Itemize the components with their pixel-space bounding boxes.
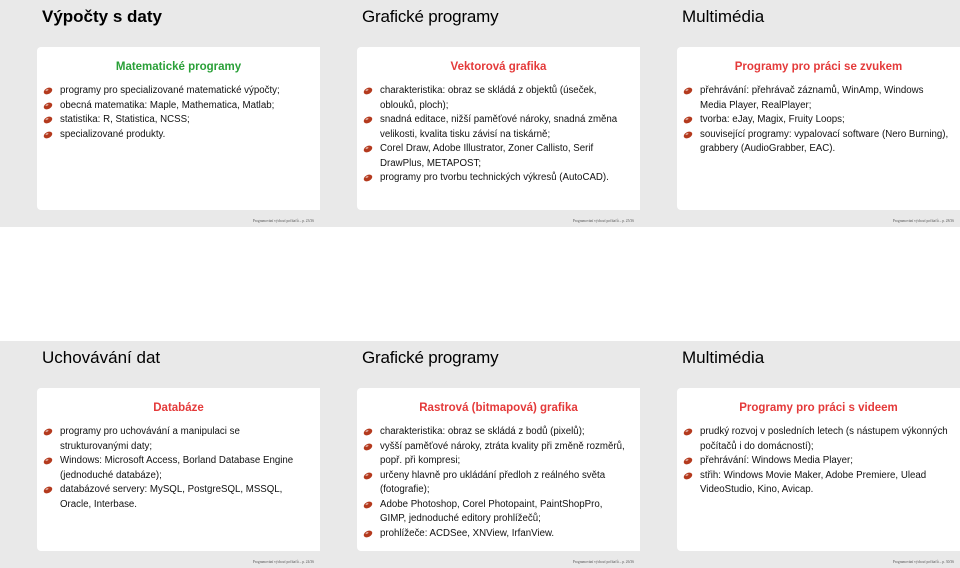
bullet-icon: [43, 428, 53, 436]
slide-panel: [677, 388, 960, 551]
slide-panel: [37, 388, 320, 551]
bullet-item: [42, 113, 310, 128]
bullet-item: [362, 142, 630, 171]
slide-footer: Programování výchozí počítačů – p. 24/36: [252, 560, 314, 564]
panel-heading: Programy pro práci s videem: [739, 402, 898, 414]
bullet-item: [42, 483, 310, 512]
slide-panel: [677, 47, 960, 210]
bullet-list: [682, 425, 950, 498]
slide-title: Grafické programy: [362, 348, 499, 367]
bullet-text: charakteristika: obraz se skládá z objektů (úseček, oblouků, ploch);: [380, 85, 597, 111]
slide-panel: [37, 47, 320, 210]
bullet-text: snadná editace, nižší paměťové nároky, snadná změna velikosti, kvalita tisku závisí na tiskárně;: [380, 114, 618, 140]
bullet-item: [682, 128, 950, 157]
panel-heading: Matematické programy: [115, 61, 242, 73]
bullet-text: určeny hlavně pro ukládání předloh z reálného světa (fotografie);: [380, 469, 606, 495]
bullet-text: přehrávání: Windows Media Player;: [700, 455, 853, 466]
slide-footer: Programování výchozí počítačů – p. 30/36: [892, 560, 954, 564]
bullet-text: statistika: R, Statistica, NCSS;: [60, 114, 190, 125]
slide-title: Výpočty s daty: [42, 7, 162, 26]
bullet-text: prohlížeče: ACDSee, XNView, IrfanView.: [380, 527, 555, 539]
bullet-icon: [363, 501, 373, 509]
bullet-text: přehrávání: přehrávač záznamů, WinAmp, Windows Media Player, RealPlayer;: [700, 85, 924, 111]
slide-footer: Programování výchozí počítačů – p. 28/36: [892, 219, 954, 223]
bullet-text: specializované produkty.: [60, 128, 166, 140]
bullet-icon: [363, 472, 373, 480]
bullet-icon: [683, 116, 693, 124]
bullet-icon: [363, 428, 373, 436]
bullet-icon: [363, 145, 373, 153]
bullet-item: [42, 84, 310, 99]
bullet-text: vyšší paměťové nároky, ztráta kvality při změně rozměrů, popř. při kompresi;: [380, 440, 625, 466]
bullet-text: obecná matematika: Maple, Mathematica, Matlab;: [60, 99, 275, 111]
bullet-icon: [43, 116, 53, 124]
bullet-icon: [43, 102, 53, 110]
bullet-text: související programy: vypalovací software (Nero Burning), grabbery (AudioGrabber, EAC).: [700, 128, 949, 154]
bullet-list: [362, 84, 630, 186]
bullet-icon: [363, 530, 373, 538]
slide-title: Multimédia: [682, 348, 765, 367]
bullet-icon: [363, 443, 373, 451]
bullet-icon: [43, 87, 53, 95]
bullet-text: charakteristika: obraz se skládá z bodů (pixelů);: [380, 426, 585, 437]
slide-footer: Programování výchozí počítačů – p. 26/36: [572, 560, 634, 564]
bullet-icon: [683, 457, 693, 465]
bullet-item: [682, 454, 950, 469]
bullet-icon: [43, 486, 53, 494]
bullet-text: programy pro tvorbu technických výkresů (AutoCAD).: [380, 172, 609, 183]
bullet-text: prudký rozvoj v posledních letech (s nástupem výkonných počítačů i do domácností);: [700, 426, 948, 452]
slide-title: Multimédia: [682, 7, 765, 26]
bullet-item: [362, 469, 630, 498]
bullet-icon: [363, 174, 373, 182]
panel-heading: Vektorová grafika: [450, 61, 547, 73]
bullet-item: [682, 84, 950, 113]
panel-heading: Rastrová (bitmapová) grafika: [419, 402, 578, 414]
bullet-item: [362, 171, 630, 186]
bullet-item: [682, 469, 950, 498]
bullet-icon: [43, 457, 53, 465]
bullet-icon: [363, 87, 373, 95]
bullet-list: [682, 84, 950, 157]
bullet-icon: [683, 87, 693, 95]
bullet-icon: [683, 428, 693, 436]
bullet-list: [42, 84, 310, 142]
bullet-icon: [43, 131, 53, 139]
slide-rastrova-grafika: [320, 341, 640, 568]
bullet-item: [362, 425, 630, 440]
slide-vypocty-s-daty: [0, 0, 320, 227]
panel-heading: Programy pro práci se zvukem: [734, 61, 903, 73]
bullet-text: Windows: Microsoft Access, Borland Database Engine (jednoduché databáze);: [60, 455, 294, 481]
slide-footer: Programování výchozí počítačů – p. 23/36: [252, 219, 314, 223]
slide-title: Uchovávání dat: [42, 348, 161, 367]
bullet-icon: [683, 472, 693, 480]
slide-vektorova-grafika: [320, 0, 640, 227]
panel-heading: Databáze: [153, 402, 204, 414]
bullet-item: [362, 113, 630, 142]
bullet-icon: [363, 116, 373, 124]
bullet-icon: [683, 131, 693, 139]
bullet-item: [42, 425, 310, 454]
bullet-list: [42, 425, 310, 512]
bullet-item: [362, 440, 630, 469]
bullet-text: střih: Windows Movie Maker, Adobe Premiere, Ulead VideoStudio, Kino, Avicap.: [700, 469, 927, 495]
bullet-item: [362, 84, 630, 113]
slide-uchovavani-dat: [0, 341, 320, 568]
bullet-list: [362, 425, 630, 541]
bullet-item: [682, 113, 950, 128]
bullet-item: [42, 454, 310, 483]
slide-footer: Programování výchozí počítačů – p. 25/36: [572, 219, 634, 223]
slide-title: Grafické programy: [362, 7, 499, 26]
bullet-item: [362, 498, 630, 527]
bullet-text: Corel Draw, Adobe Illustrator, Zoner Callisto, Serif DrawPlus, METAPOST;: [380, 143, 594, 169]
slide-panel: [357, 47, 640, 210]
bullet-text: tvorba: eJay, Magix, Fruity Loops;: [700, 114, 845, 125]
slide-multimedia-zvuk: [640, 0, 960, 227]
bullet-text: programy pro uchovávání a manipulaci se strukturovanými daty;: [60, 426, 240, 452]
bullet-text: databázové servery: MySQL, PostgreSQL, MSSQL, Oracle, Interbase.: [60, 484, 283, 510]
bullet-item: [682, 425, 950, 454]
bullet-text: programy pro specializované matematické výpočty;: [60, 85, 280, 96]
slide-multimedia-video: [640, 341, 960, 568]
bullet-item: [42, 128, 310, 143]
bullet-item: [362, 527, 630, 542]
bullet-text: Adobe Photoshop, Corel Photopaint, PaintShopPro, GIMP, jednoduché editory prohlížečů;: [380, 498, 603, 524]
slide-panel: [357, 388, 640, 551]
bullet-item: [42, 99, 310, 114]
